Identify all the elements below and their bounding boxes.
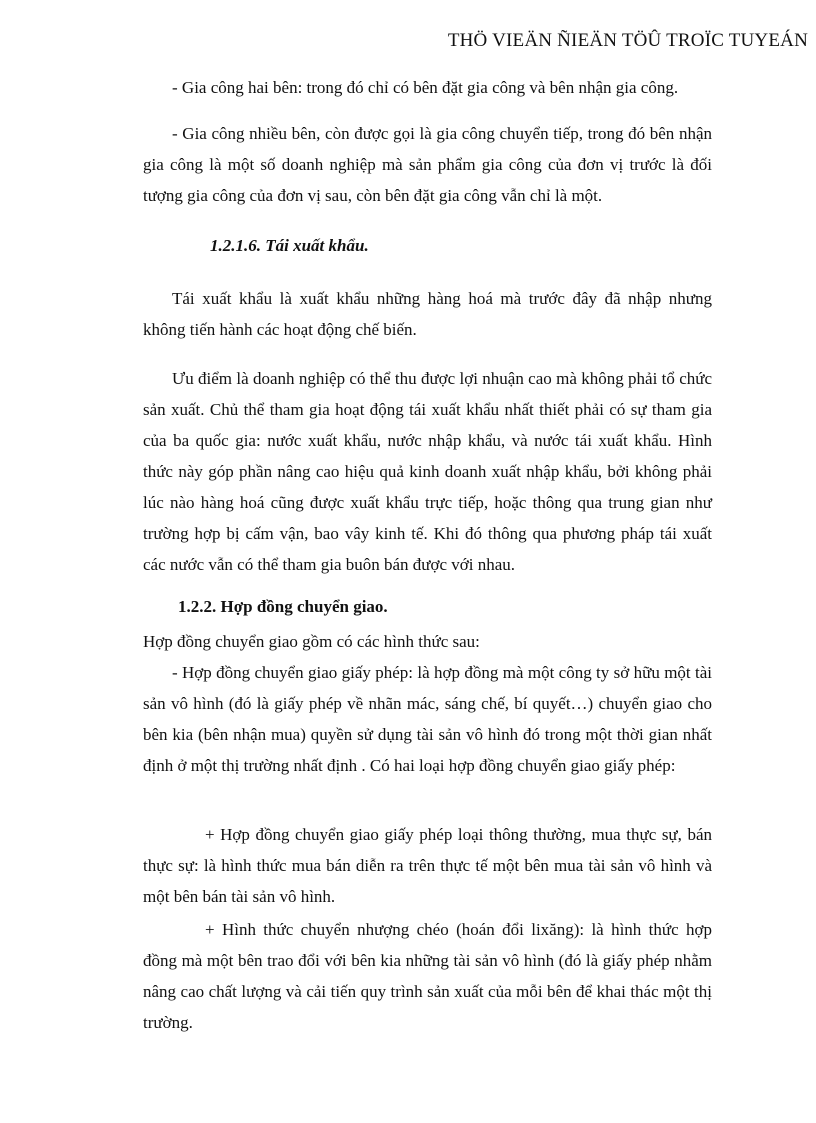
paragraph-ordinary-license: + Hợp đồng chuyển giao giấy phép loại thông thường, mua thực sự, bán thực sự: là hình thức mua bán diễn ra trên thực tế một bên mua tài sản vô hình và một bên bán tài sản vô hình. [143,825,712,906]
page-header: THÖ VIEÄN ÑIEÄN TÖÛ TROÏC TUYEÁN [447,30,808,51]
paragraph-cross-licensing: + Hình thức chuyển nhượng chéo (hoán đổi lixăng): là hình thức hợp đồng mà một bên trao đổi với bên kia những tài sản vô hình (đó là giấy phép nhằm nâng cao chất lượng và cải tiến quy trình sản xuất của mỗi bên để khai thác một thị trường. [143,920,712,1032]
paragraph-multi-party-processing: - Gia công nhiều bên, còn được gọi là gia công chuyển tiếp, trong đó bên nhận gia công là một số doanh nghiệp mà sản phẩm gia công của đơn vị trước là đối tượng gia công của đơn vị sau, còn bên đặt gia công vẫn chỉ là một. [143,124,712,205]
paragraph-two-party-processing: - Gia công hai bên: trong đó chỉ có bên đặt gia công và bên nhận gia công. [172,78,679,97]
paragraph-re-export-definition: Tái xuất khẩu là xuất khẩu những hàng hoá mà trước đây đã nhập nhưng không tiến hành các hoạt động chế biến. [143,289,712,339]
heading-1-2-2: 1.2.2. Hợp đồng chuyển giao. [178,597,388,616]
paragraph-re-export-advantages: Ưu điểm là doanh nghiệp có thể thu được lợi nhuận cao mà không phải tổ chức sản xuất. Chủ thể tham gia hoạt động tái xuất khẩu nhất thiết phải có sự tham gia của ba quốc gia: nước xuất khẩu, nước nhập khẩu, và nước tái xuất khẩu. Hình thức này góp phần nâng cao hiệu quả kinh doanh xuất nhập khẩu, bởi không phải lúc nào hàng hoá cũng được xuất khẩu trực tiếp, hoặc thông qua trung gian như trường hợp bị cấm vận, bao vây kinh tế. Khi đó thông qua phương pháp tái xuất các nước vẫn có thể tham gia buôn bán được với nhau. [143,369,712,574]
paragraph-transfer-contract-intro: Hợp đồng chuyển giao gồm có các hình thức sau: [143,632,480,651]
paragraph-license-transfer: - Hợp đồng chuyển giao giấy phép: là hợp đồng mà một công ty sở hữu một tài sản vô hình (đó là giấy phép về nhãn mác, sáng chế, bí quyết…) chuyển giao cho bên kia (bên nhận mua) quyền sử dụng tài sản vô hình đó trong một thời gian nhất định ở một thị trường nhất định . Có hai loại hợp đồng chuyển giao giấy phép: [143,663,712,775]
heading-1-2-1-6: 1.2.1.6. Tái xuất khẩu. [210,236,369,255]
